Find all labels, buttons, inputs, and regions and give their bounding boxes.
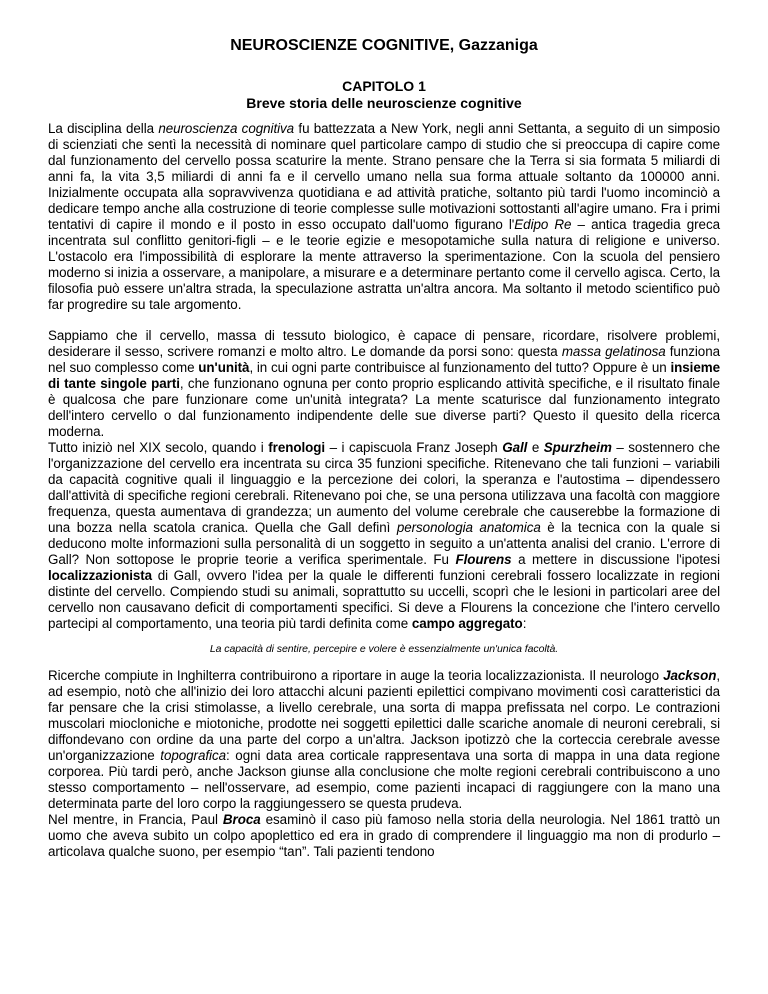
paragraph-4: Ricerche compiute in Inghilterra contribuirono a riportare in auge la teoria localizzazionista. Il neurologo Jackson, ad esempio, notò che all'inizio dei loro attacchi alcuni pazienti epilettici compivano movimenti così caratteristici da far pensare che la crisi stimolasse, a livello cerebrale, una sorta di mappa prefissata nel corpo. Le contrazioni muscolari miocloniche e miotoniche, prodotte nei soggetti epilettici dalle scariche anomale di neuroni cerebrali, si diffondevano con ordine da una parte del corpo a un'altra. Jackson ipotizzò che la corteccia cerebrale avesse un'organizzazione topografica: ogni data area corticale rappresentava una sorta di mappa in una data regione corporea. Più tardi però, anche Jackson giunse alla conclusione che molte regioni cerebrali contribuiscono a uno stesso comportamento – nell'osservare, ad esempio, come pazienti incapaci di raggiungere con la mano una determinata parte del loro corpo la raggiungessero se questa prudeva. xyxy=(48,668,720,811)
paragraph-5: Nel mentre, in Francia, Paul Broca esaminò il caso più famoso nella storia della neurologia. Nel 1861 trattò un uomo che aveva subito un colpo apoplettico ed era in grado di comprendere il linguaggio ma non di produrlo – articolava qualche suono, per esempio “tan”. Tali pazienti tendono xyxy=(48,812,720,859)
chapter-number: CAPITOLO 1 xyxy=(342,78,426,94)
bold-italic-name: Broca xyxy=(222,812,261,827)
chapter-heading xyxy=(48,78,720,112)
bold-term: campo aggregato xyxy=(411,616,523,631)
document-title: NEUROSCIENZE COGNITIVE, Gazzaniga xyxy=(230,37,538,54)
bold-italic-name: Gall xyxy=(502,440,528,455)
emphasis-term: massa gelatinosa xyxy=(561,344,666,359)
paragraph-1: La disciplina della neuroscienza cognitiva fu battezzata a New York, negli anni Settanta, a seguito di un simposio di scienziati che sentì la necessità di nominare quel particolare campo di studio che si preoccupa di capire come dal funzionamento del cervello possa scaturire la mente. Strano pensare che la Terra si sia formata 5 miliardi di anni fa, la vita 3,5 miliardi di anni fa e il cervello umano nella sua forma attuale soltanto da 100000 anni. Inizialmente occupata alla sopravvivenza quotidiana e ad attività pratiche, soltanto più tardi l'uomo incominciò a dedicare tempo anche alla costruzione di teorie complesse sulle motivazioni sottostanti all'agire umano. Fra i primi tentativi di capire il mondo e il posto in esso occupato dall'uomo figurano l'Edipo Re – antica tragedia greca incentrata sul conflitto genitori-figli – e le teorie egizie e mesopotamiche sulla natura di religione e universo. L'ostacolo era l'impossibilità di esplorare la mente attraverso la sperimentazione. Con la scuola del pensiero moderno si inizia a osservare, a manipolare, a misurare e a determinare pertanto come il cervello agisca. Certo, la filosofia può essere un'altra strada, la speculazione astratta un'altra ancora. Ma soltanto il metodo scientifico può far progredire su tale argomento. xyxy=(48,121,721,312)
bold-term: localizzazionista xyxy=(48,568,153,583)
emphasis-term: topografica xyxy=(160,748,227,763)
paragraph-2: Sappiamo che il cervello, massa di tessuto biologico, è capace di pensare, ricordare, risolvere problemi, desiderare il sesso, scrivere romanzi e molto altro. Le domande da porsi sono: questa massa gelatinosa funziona nel suo complesso come un'unità, in cui ogni parte contribuisce al funzionamento del tutto? Oppure è un insieme di tante singole parti, che funzionano ognuna per conto proprio esplicando attività specifiche, e il risultato finale è qualcosa che pare funzionare come un'unità integrata? La mente scaturisce dal funzionamento integrato dell'intero cervello o dal funzionamento indipendente delle sue diverse parti? Questo il quesito della ricerca moderna. xyxy=(48,328,720,439)
document-body xyxy=(48,121,720,860)
bold-term: insieme di tante singole parti xyxy=(48,360,720,391)
bold-italic-name: Spurzheim xyxy=(543,440,612,455)
bold-italic-name: Jackson xyxy=(663,668,717,683)
bold-term: frenologi xyxy=(268,440,326,455)
chapter-subtitle: Breve storia delle neuroscienze cognitive xyxy=(246,95,522,111)
bold-term: un'unità xyxy=(198,360,250,375)
emphasis-term: neuroscienza cognitiva xyxy=(158,121,295,136)
emphasis-term: Edipo Re xyxy=(514,217,572,232)
paragraph-3: Tutto iniziò nel XIX secolo, quando i frenologi – i capiscuola Franz Joseph Gall e Spurzheim – sostennero che l'organizzazione del cervello era incentrata su circa 35 funzioni specifiche. Ritenevano che tali funzioni – variabili da capacità cognitive quali il linguaggio e la percezione dei colori, la speranza e l'autostima – dipendessero dall'attività di specifiche regioni cerebrali. Ritenevano poi che, se una persona utilizzava una facoltà con maggiore frequenza, questa aumentava di grandezza; un aumento del volume cerebrale che causerebbe la formazione di una bozza nella scatola cranica. Quella che Gall definì personologia anatomica è la tecnica con la quale si deducono molte informazioni sulla personalità di un soggetto in seguito a un'attenta analisi del cranio. L'errore di Gall? Non sottopose le proprie teorie a verifica sperimentale. Fu Flourens a mettere in discussione l'ipotesi localizzazionista di Gall, ovvero l'idea per la quale le differenti funzioni cerebrali fossero localizzate in regioni distinte del cervello. Compiendo studi su animali, soprattutto su uccelli, scoprì che le lesioni in particolari aree del cervello non causavano deficit di comportamenti specifici. Si deve a Flourens la concezione che l'intero cervello partecipi al comportamento, una teoria più tardi definita come campo aggregato: xyxy=(48,440,721,631)
bold-italic-name: Flourens xyxy=(455,552,512,567)
block-quote: La capacità di sentire, percepire e volere è essenzialmente un'unica facoltà. xyxy=(209,643,559,655)
emphasis-term: personologia anatomica xyxy=(396,520,541,535)
